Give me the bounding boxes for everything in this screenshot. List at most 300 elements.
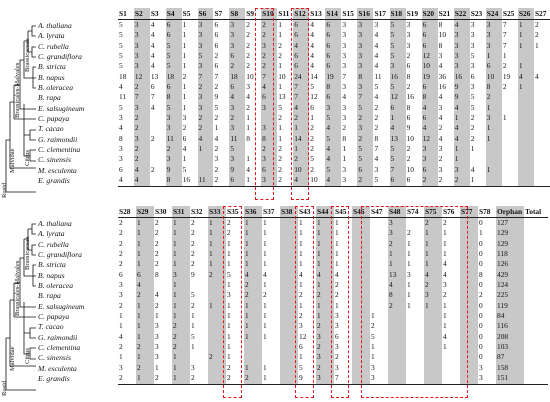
phylogeny-tree-top bbox=[0, 8, 118, 200]
table-cell: 2 bbox=[119, 300, 123, 310]
table-cell: 8 bbox=[325, 82, 341, 92]
table-cell bbox=[460, 249, 478, 259]
table-cell: 1 bbox=[486, 165, 502, 175]
table-cell: 1 bbox=[424, 259, 442, 269]
species-label: B. rapa bbox=[38, 93, 61, 103]
table-cell: 2 bbox=[208, 270, 226, 280]
table-cell: 2 bbox=[119, 259, 123, 269]
table-cell: 1 bbox=[208, 249, 226, 259]
table-cell: 9 bbox=[454, 82, 470, 92]
table-cell: 6 bbox=[357, 165, 373, 175]
table-cell: 3 bbox=[229, 123, 245, 133]
table-cell: 2 bbox=[136, 290, 154, 300]
table-cell: 1 bbox=[263, 331, 267, 341]
table-cell bbox=[460, 332, 478, 342]
table-cell bbox=[370, 280, 388, 290]
table-cell: 1 bbox=[316, 301, 334, 311]
table-cell: 1 bbox=[119, 311, 123, 321]
table-cell: 8 bbox=[119, 133, 123, 143]
table-cell bbox=[518, 51, 534, 61]
table-cell: 18 bbox=[166, 72, 182, 82]
table-cell: 2 bbox=[278, 154, 282, 164]
species-label: B. napus bbox=[38, 72, 65, 82]
table-cell bbox=[352, 290, 370, 300]
table-cell: 4 bbox=[263, 269, 267, 279]
column-header: S47 bbox=[370, 206, 388, 218]
species-label: T. cacao bbox=[38, 322, 64, 332]
table-cell: 2 bbox=[316, 363, 334, 373]
table-cell: 4 bbox=[316, 270, 334, 280]
table-cell: 1 bbox=[119, 321, 123, 331]
table-cell: 1 bbox=[244, 321, 262, 331]
table-cell: 1 bbox=[227, 321, 231, 331]
species-label: C. clementina bbox=[38, 343, 81, 353]
table-cell: 2 bbox=[227, 228, 231, 238]
table-cell: 5 bbox=[325, 165, 341, 175]
table-cell: 0 bbox=[479, 331, 483, 341]
table-cell: 3 bbox=[316, 373, 334, 384]
table-cell: 3 bbox=[407, 269, 411, 279]
table-cell bbox=[460, 373, 478, 384]
table-cell: 1 bbox=[227, 352, 231, 362]
table-cell: 1 bbox=[263, 300, 267, 310]
table-cell: 12 bbox=[390, 92, 406, 102]
table-cell: 1 bbox=[470, 175, 486, 186]
table-cell: 1 bbox=[335, 238, 339, 248]
column-header: S5 bbox=[182, 8, 198, 20]
table-cell: 3 bbox=[155, 321, 159, 331]
table-cell: 1 bbox=[172, 239, 190, 249]
table-cell: 6 bbox=[325, 41, 341, 51]
species-label: M. esculenta bbox=[38, 165, 77, 175]
table-cell: 9 bbox=[298, 373, 316, 384]
table-cell: 1 bbox=[502, 51, 507, 61]
table-cell: 9 bbox=[454, 92, 470, 102]
table-cell: 2 bbox=[226, 373, 244, 384]
table-cell: 1 bbox=[227, 311, 231, 321]
table-cell: 3 bbox=[325, 103, 341, 113]
column-header: S11 bbox=[277, 8, 293, 20]
table-cell: 16 bbox=[390, 72, 406, 82]
table-row bbox=[118, 332, 548, 342]
table-cell: 1 bbox=[136, 311, 154, 321]
table-cell bbox=[502, 103, 518, 113]
column-header: S26 bbox=[518, 8, 534, 20]
table-cell bbox=[388, 321, 406, 331]
table-cell: 2 bbox=[213, 175, 229, 186]
column-header: S75 bbox=[424, 206, 442, 218]
table-cell: 158 bbox=[496, 363, 524, 373]
table-row bbox=[118, 144, 550, 154]
table-cell: 1 bbox=[136, 373, 154, 384]
table-cell: 3 bbox=[198, 30, 214, 40]
table-cell: 1 bbox=[454, 113, 470, 123]
table-cell: 2 bbox=[486, 92, 502, 102]
table-cell: 6 bbox=[422, 82, 438, 92]
table-cell: 1 bbox=[244, 239, 262, 249]
table-cell: 1 bbox=[136, 228, 154, 238]
table-cell: 0 bbox=[479, 342, 483, 352]
column-header: S30 bbox=[154, 206, 172, 218]
table-cell: 7 bbox=[214, 71, 219, 81]
table-cell: 1 bbox=[316, 239, 334, 249]
column-header: S74 bbox=[406, 206, 424, 218]
table-cell: 6 bbox=[119, 164, 123, 174]
table-cell: 4 bbox=[325, 175, 341, 186]
table-cell: 2 bbox=[470, 113, 475, 123]
table-cell: 2 bbox=[191, 218, 195, 227]
table-cell: 5 bbox=[227, 269, 231, 279]
table-cell bbox=[280, 301, 298, 311]
table-cell: 2 bbox=[172, 321, 190, 331]
table-cell: 2 bbox=[134, 113, 150, 123]
species-label: B. napus bbox=[38, 270, 65, 280]
table-row bbox=[118, 249, 548, 259]
table-cell: 6 bbox=[406, 175, 422, 186]
table-cell: 4 bbox=[119, 123, 123, 133]
table-cell: 6 bbox=[229, 82, 245, 92]
table-cell: 4 bbox=[229, 92, 245, 102]
table-cell: 2 bbox=[316, 321, 334, 331]
table-cell: 1 bbox=[263, 321, 267, 331]
table-cell: 2 bbox=[229, 61, 245, 71]
table-cell: 1 bbox=[246, 123, 250, 133]
table-cell: 1 bbox=[390, 113, 406, 123]
table-cell: 3 bbox=[335, 362, 339, 372]
table-cell bbox=[460, 352, 478, 362]
table-cell: 2 bbox=[438, 123, 443, 133]
table-cell: 7 bbox=[150, 92, 155, 102]
table-cell: 1 bbox=[244, 259, 262, 269]
table-cell bbox=[406, 218, 424, 229]
table-cell: 2 bbox=[214, 113, 219, 123]
table-cell: 6 bbox=[310, 102, 314, 112]
table-cell: 5 bbox=[390, 154, 406, 164]
table-cell bbox=[460, 270, 478, 280]
column-header: S2 bbox=[134, 8, 150, 20]
table-cell: 6 bbox=[293, 51, 309, 61]
table-cell: 10 bbox=[309, 175, 325, 186]
table-cell: 1 bbox=[198, 144, 214, 154]
table-cell: 2 bbox=[198, 82, 214, 92]
table-cell bbox=[534, 165, 550, 175]
table-cell: 2 bbox=[406, 82, 411, 92]
label-brassicales-malvales: Brassicales-Malvales bbox=[14, 62, 21, 118]
table-cell bbox=[370, 249, 388, 259]
table-cell: 3 bbox=[357, 51, 373, 61]
table-cell bbox=[460, 280, 478, 290]
table-cell: 2 bbox=[198, 123, 214, 133]
table-cell: 1 bbox=[534, 40, 539, 50]
table-cell: 1 bbox=[182, 30, 187, 40]
table-cell: 3 bbox=[119, 154, 123, 164]
table-cell bbox=[280, 259, 298, 269]
table-cell: 4 bbox=[310, 20, 314, 29]
table-cell: 2 bbox=[134, 144, 150, 154]
table-cell bbox=[150, 154, 166, 164]
table-cell: 10 bbox=[406, 164, 414, 174]
table-cell: 2 bbox=[310, 133, 314, 143]
table-cell: 3 bbox=[342, 40, 347, 50]
table-cell: 1 bbox=[518, 61, 534, 71]
table-cell: 12 bbox=[310, 92, 318, 102]
table-cell bbox=[534, 144, 550, 154]
table-cell bbox=[518, 103, 534, 113]
table-cell: 5 bbox=[357, 154, 373, 164]
table-cell: 5 bbox=[371, 331, 375, 341]
column-header: S9 bbox=[245, 8, 261, 20]
table-cell: 3 bbox=[335, 311, 339, 321]
table-cell: 2 bbox=[246, 61, 250, 71]
table-cell: 2 bbox=[374, 113, 379, 123]
table-cell: 2 bbox=[406, 51, 411, 61]
table-cell: 1 bbox=[227, 280, 231, 290]
table-cell: 7 bbox=[198, 72, 214, 82]
table-cell: 3 bbox=[227, 290, 231, 300]
column-header: S25 bbox=[502, 8, 518, 20]
table-cell: 1 bbox=[191, 342, 195, 352]
column-header: S23 bbox=[470, 8, 486, 20]
table-cell: 5 bbox=[310, 82, 314, 92]
table-cell: 2 bbox=[407, 228, 411, 238]
table-cell: 6 bbox=[214, 61, 219, 71]
table-cell bbox=[460, 311, 478, 321]
table-cell: 5 bbox=[119, 61, 123, 71]
table-cell bbox=[352, 249, 370, 259]
table-cell: 0 bbox=[479, 280, 483, 290]
table-cell: 0 bbox=[479, 218, 483, 227]
species-label: C. clementina bbox=[38, 145, 81, 155]
table-cell: 7 bbox=[261, 72, 277, 82]
column-header: S38 bbox=[280, 206, 298, 218]
table-cell: 1 bbox=[244, 218, 262, 229]
table-cell: 7 bbox=[374, 144, 379, 154]
table-cell: 3 bbox=[390, 61, 406, 71]
table-cell: 8 bbox=[357, 72, 373, 82]
table-cell: 3 bbox=[316, 352, 334, 362]
table-cell: 3 bbox=[454, 41, 470, 51]
species-list-bottom bbox=[38, 219, 118, 385]
table-cell: 5 bbox=[278, 102, 282, 112]
table-cell bbox=[352, 342, 370, 352]
table-cell: 3 bbox=[261, 154, 277, 164]
species-label: C. grandiflora bbox=[38, 52, 82, 62]
table-cell: 2 bbox=[424, 280, 442, 290]
table-cell: 5 bbox=[229, 144, 245, 154]
table-cell bbox=[244, 342, 262, 352]
table-cell: 3 bbox=[406, 20, 411, 29]
table-cell: 7 bbox=[293, 82, 309, 92]
table-cell: 1 bbox=[214, 123, 219, 133]
table-cell: 1 bbox=[278, 123, 282, 133]
table-cell: 6 bbox=[422, 113, 438, 123]
table-cell bbox=[424, 373, 442, 384]
species-label: B. stricta bbox=[38, 260, 66, 270]
table-cell: 8 bbox=[422, 92, 438, 102]
table-cell: 3 bbox=[454, 165, 470, 175]
table-cell: 1 bbox=[155, 311, 159, 321]
table-cell bbox=[150, 123, 166, 133]
table-cell: 2 bbox=[502, 82, 507, 92]
table-cell: 6 bbox=[299, 342, 303, 352]
table-cell bbox=[388, 352, 406, 362]
table-cell bbox=[352, 280, 370, 290]
table-cell: 4 bbox=[214, 133, 219, 143]
table-cell: 1 bbox=[182, 82, 187, 92]
table-cell: 2 bbox=[150, 133, 155, 143]
table-cell: 4 bbox=[424, 270, 442, 280]
table-cell: 2 bbox=[246, 102, 250, 112]
table-cell: 3 bbox=[438, 144, 443, 154]
table-row bbox=[118, 259, 548, 269]
table-cell: 1 bbox=[443, 300, 447, 310]
table-cell bbox=[198, 154, 214, 164]
table-cell: 16 bbox=[454, 72, 470, 82]
column-header: S21 bbox=[438, 8, 454, 20]
table-cell: 3 bbox=[155, 331, 159, 341]
table-cell: 2 bbox=[310, 123, 314, 133]
table-cell bbox=[280, 321, 298, 331]
table-cell: 2 bbox=[155, 238, 159, 248]
table-cell: 2 bbox=[214, 164, 219, 174]
column-header: S36 bbox=[244, 206, 262, 218]
table-cell bbox=[486, 144, 502, 154]
table-cell: 2 bbox=[244, 290, 262, 300]
label-brassicaceae-bottom: Brassicaceae bbox=[24, 236, 31, 270]
table-cell bbox=[460, 228, 478, 238]
table-cell: 10 bbox=[422, 61, 438, 71]
column-header: S20 bbox=[422, 8, 438, 20]
table-cell: 2 bbox=[374, 123, 379, 133]
table-cell: 2 bbox=[261, 51, 277, 61]
table-row bbox=[118, 239, 548, 249]
table-cell: 1 bbox=[244, 363, 262, 373]
table-cell: 1 bbox=[263, 249, 267, 259]
table-cell: 4 bbox=[335, 269, 339, 279]
table-cell: 8 bbox=[261, 134, 277, 144]
table-cell: 2 bbox=[244, 280, 262, 290]
species-label: B. rapa bbox=[38, 291, 61, 301]
label-citrus-bottom: Citrus bbox=[24, 348, 31, 364]
table-cell: 2 bbox=[150, 164, 155, 174]
table-cell bbox=[486, 154, 502, 164]
table-cell bbox=[502, 144, 518, 154]
table-cell: 4 bbox=[310, 40, 314, 50]
table-cell: 6 bbox=[390, 175, 406, 186]
table-cell: 4 bbox=[438, 133, 443, 143]
label-brassicaceae: Brassicaceae bbox=[24, 38, 31, 72]
table-cell: 3 bbox=[155, 342, 159, 352]
table-cell: 7 bbox=[502, 20, 507, 29]
table-cell: 1 bbox=[454, 154, 470, 164]
table-cell: 6 bbox=[422, 41, 438, 51]
table-cell: 3 bbox=[479, 362, 483, 372]
table-cell: 1 bbox=[172, 363, 190, 373]
table-cell: 4 bbox=[119, 82, 123, 92]
table-cell: 6 bbox=[422, 165, 438, 175]
table-cell: 6 bbox=[136, 270, 154, 280]
table-cell: 3 bbox=[342, 102, 347, 112]
table-cell: 4 bbox=[118, 175, 134, 186]
table-cell bbox=[502, 154, 518, 164]
table-cell: 2 bbox=[191, 249, 195, 259]
table-cell bbox=[524, 342, 548, 352]
table-cell: 2 bbox=[214, 51, 219, 61]
table-cell: 5 bbox=[299, 362, 303, 372]
table-cell: 1 bbox=[182, 61, 187, 71]
column-header: S76 bbox=[442, 206, 460, 218]
table-cell bbox=[154, 280, 172, 290]
table-cell: 6 bbox=[150, 82, 155, 92]
table-cell: 5 bbox=[191, 331, 195, 341]
table-cell: 3 bbox=[486, 113, 502, 123]
table-cell: 2 bbox=[342, 123, 347, 133]
table-row bbox=[118, 113, 550, 123]
table-cell bbox=[460, 218, 478, 229]
table-cell: 2 bbox=[502, 61, 507, 71]
table-row bbox=[118, 228, 548, 238]
table-cell: 4 bbox=[299, 269, 303, 279]
table-cell bbox=[352, 373, 370, 384]
table-cell: 5 bbox=[198, 51, 214, 61]
table-cell: 2 bbox=[357, 113, 373, 123]
table-cell: 10 bbox=[246, 71, 254, 81]
table-cell: 6 bbox=[166, 20, 182, 31]
table-cell: 2 bbox=[155, 228, 159, 238]
table-cell: 3 bbox=[261, 123, 277, 133]
table-cell: 3 bbox=[374, 20, 379, 29]
table-cell: 10 bbox=[438, 30, 447, 40]
table-cell: 2 bbox=[182, 71, 187, 81]
table-cell bbox=[524, 332, 548, 342]
table-cell bbox=[208, 363, 226, 373]
table-cell: 3 bbox=[357, 20, 373, 31]
table-row bbox=[118, 290, 548, 300]
table-cell bbox=[388, 342, 406, 352]
table-cell: 2 bbox=[335, 280, 339, 290]
table-cell bbox=[442, 352, 460, 362]
table-cell: 3 bbox=[454, 30, 470, 40]
table-cell bbox=[261, 113, 277, 123]
label-malvidae-bottom: Malvidae bbox=[9, 346, 16, 371]
table-cell: 3 bbox=[438, 164, 443, 174]
table-cell: 0 bbox=[479, 311, 483, 321]
table-cell: 1 bbox=[136, 249, 154, 259]
table-cell: 1 bbox=[227, 238, 231, 248]
table-cell: 84 bbox=[496, 311, 524, 321]
species-label: C. sinensis bbox=[38, 353, 71, 363]
table-cell: 4 bbox=[246, 92, 250, 102]
table-row bbox=[118, 373, 548, 384]
table-cell: 3 bbox=[134, 51, 150, 61]
table-cell: 2 bbox=[438, 154, 443, 164]
column-header: S37 bbox=[262, 206, 280, 218]
table-cell: 2 bbox=[534, 20, 539, 29]
table-cell: 4 bbox=[325, 123, 341, 133]
table-cell: 3 bbox=[335, 342, 339, 352]
table-cell: 1 bbox=[208, 218, 226, 229]
table-cell: 8 bbox=[388, 290, 406, 300]
species-label: G. raimondii bbox=[38, 134, 78, 144]
table-cell: 1 bbox=[299, 218, 303, 227]
table-cell: 3 bbox=[406, 40, 411, 50]
table-cell: 24 bbox=[293, 72, 309, 82]
table-cell: 4 bbox=[534, 71, 539, 81]
table-cell bbox=[534, 61, 550, 71]
table-cell: 1 bbox=[244, 301, 262, 311]
table-cell: 1 bbox=[454, 144, 470, 154]
table-cell: 119 bbox=[496, 301, 524, 311]
